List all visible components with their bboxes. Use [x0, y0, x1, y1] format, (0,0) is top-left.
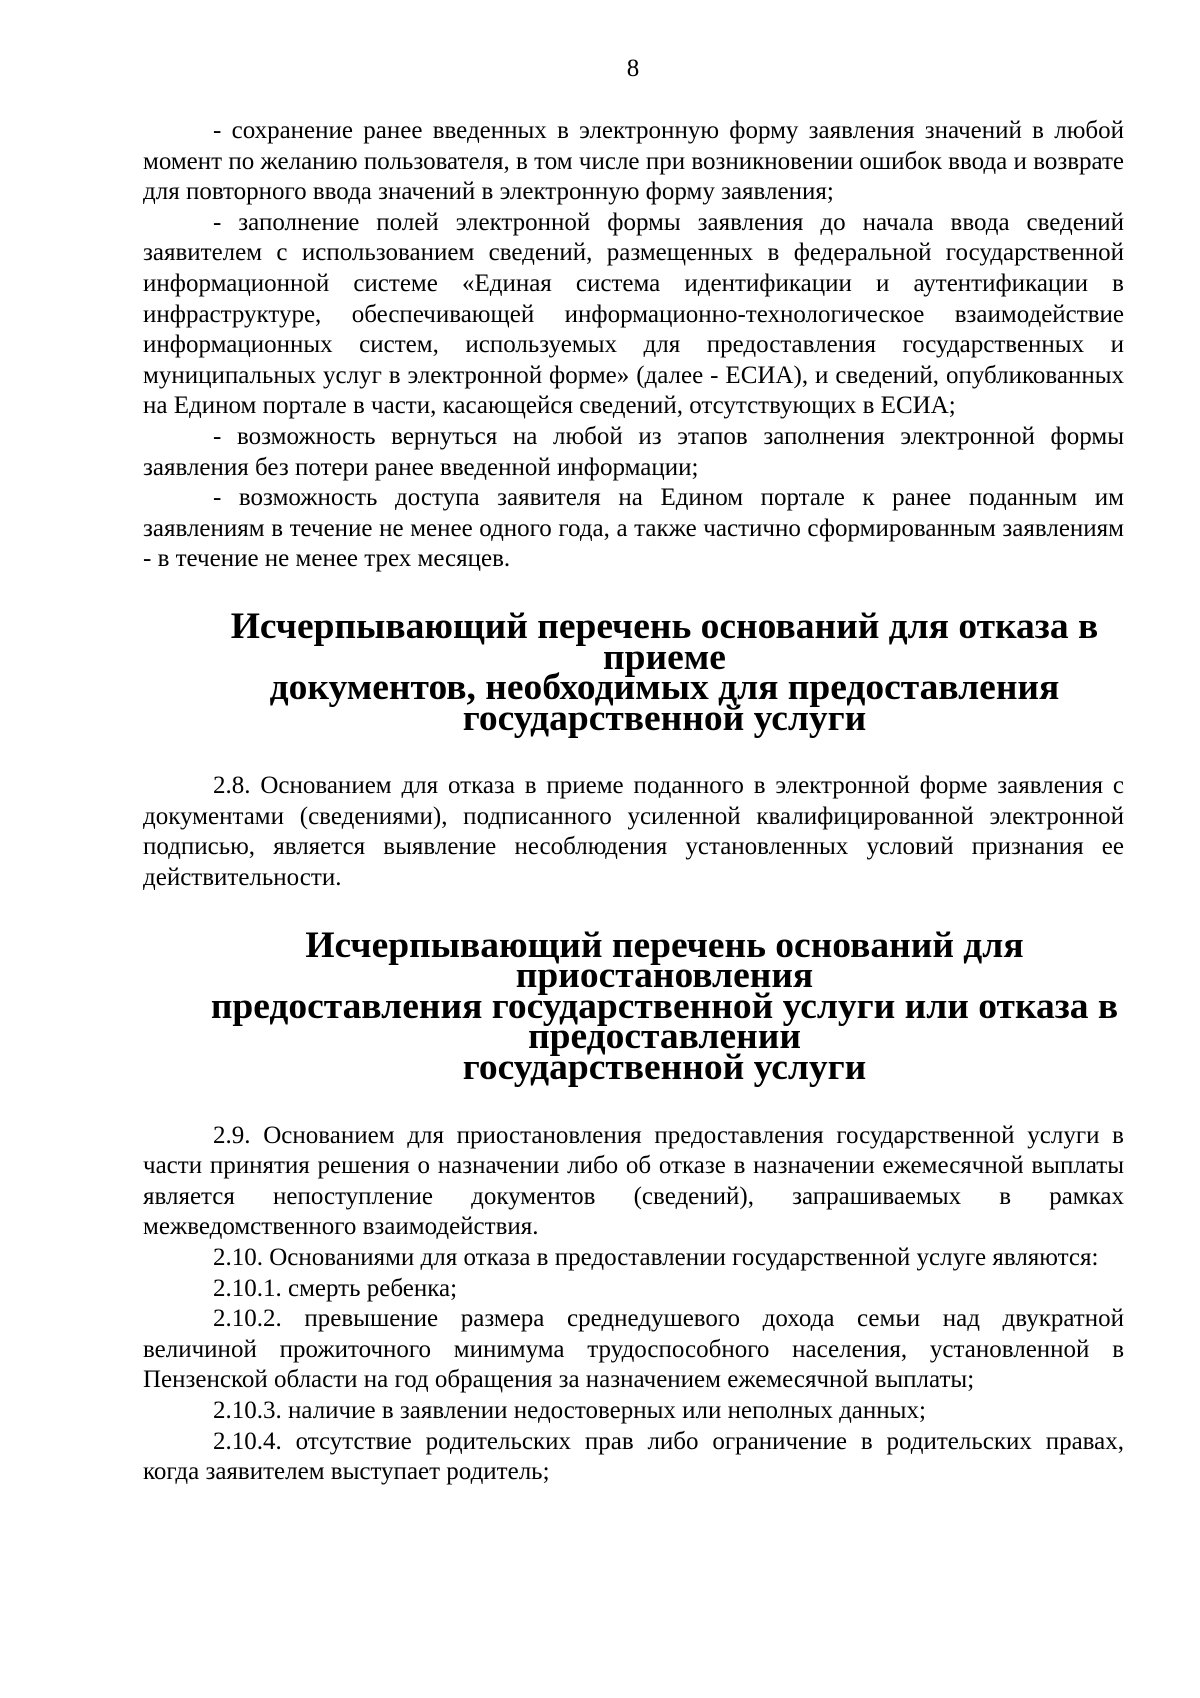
- paragraph-save-values: - сохранение ранее введенных в электронную форму заявления значений в любой момент по желанию пользователя, в том числе при возникновении ошибок ввода и возврате для повторного ввода значений в электронную форму заявления;: [143, 117, 1124, 206]
- paragraph-2-10-3: 2.10.3. наличие в заявлении недостоверных или неполных данных;: [213, 1396, 926, 1424]
- heading-line: государственной услуги: [462, 1047, 867, 1089]
- paragraph-2-10-2: 2.10.2. превышение размера среднедушевого дохода семьи над двукратной величиной прожиточного минимума трудоспособного населения, установленной в Пензенской области на год обращения за назначением ежемесячной выплаты;: [143, 1305, 1124, 1394]
- paragraph-2-9: 2.9. Основанием для приостановления предоставления государственной услуги в части принятия решения о назначении либо об отказе в назначении ежемесячной выплаты является непоступление документов (сведений), запрашиваемых в рамках межведомственного взаимодействия.: [143, 1121, 1124, 1241]
- paragraph-2-10-1: 2.10.1. смерть ребенка;: [213, 1274, 458, 1302]
- heading-line: Исчерпывающий перечень оснований для приостановления: [305, 924, 1024, 997]
- paragraph-return-to-stage: - возможность вернуться на любой из этапов заполнения электронной формы заявления без потери ранее введенной информации;: [143, 422, 1124, 481]
- heading-line: государственной услуги: [462, 697, 867, 739]
- paragraph-2-8: 2.8. Основанием для отказа в приеме поданного в электронной форме заявления с документами (сведениями), подписанного усиленной квалифицированной электронной подписью, является выявление несоблюдения установленных условий признания ее действительности.: [143, 772, 1124, 892]
- section-heading-refusal-acceptance: [143, 605, 1124, 739]
- section-heading-suspension-refusal: [143, 924, 1124, 1089]
- page-number: 8: [626, 55, 640, 82]
- heading-line: документов, необходимых для предоставления: [269, 667, 1060, 709]
- document-body: [143, 116, 1124, 1488]
- paragraph-autofill-esia: - заполнение полей электронной формы заявления до начала ввода сведений заявителем с использованием сведений, размещенных в федеральной государственной информационной системе «Единая система идентификации и аутентификации в инфраструктуре, обеспечивающей информационно-технологическое взаимодействие информационных систем, используемых для предоставления государственных и муниципальных услуг в электронной форме» (далее - ЕСИА), и сведений, опубликованных на Едином портале в части, касающейся сведений, отсутствующих в ЕСИА;: [143, 208, 1124, 420]
- heading-line: предоставления государственной услуги или отказа в предоставлении: [210, 985, 1119, 1058]
- paragraph-2-10-4: 2.10.4. отсутствие родительских прав либо ограничение в родительских правах, когда заявителем выступает родитель;: [143, 1427, 1124, 1486]
- paragraph-access-applications: - возможность доступа заявителя на Едином портале к ранее поданным им заявлениям в течение не менее одного года, а также частично сформированным заявлениям - в течение не менее трех месяцев.: [143, 484, 1124, 573]
- paragraph-2-10: 2.10. Основаниями для отказа в предоставлении государственной услуге являются:: [213, 1244, 1099, 1271]
- heading-line: Исчерпывающий перечень оснований для отказа в приеме: [230, 605, 1099, 678]
